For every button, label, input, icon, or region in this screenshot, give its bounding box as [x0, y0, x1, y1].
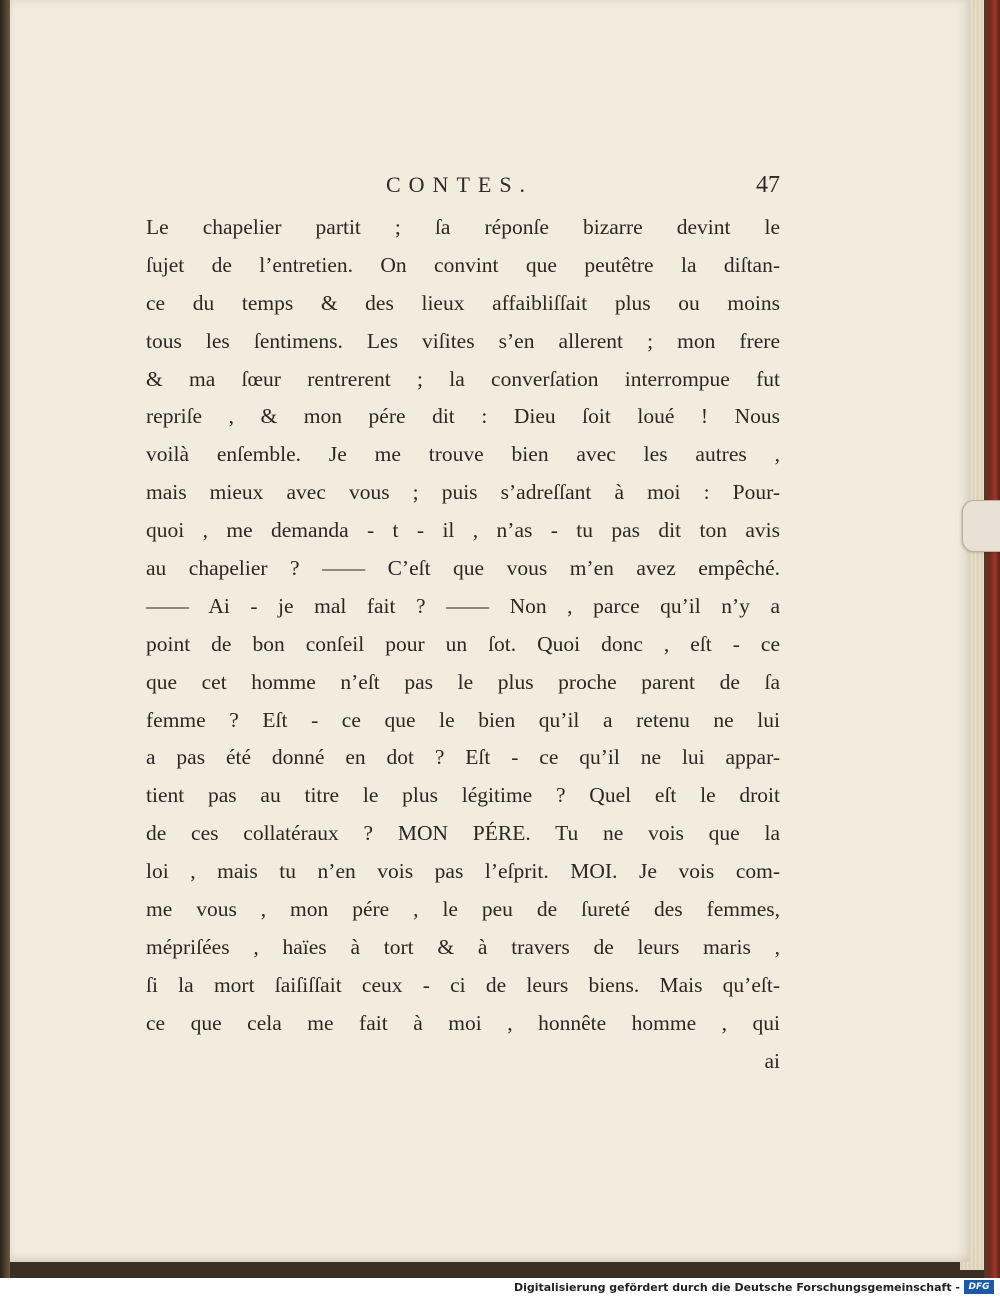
- text-line: de ces collatéraux ? MON PÉRE. Tu ne vois que la: [146, 821, 780, 846]
- text-line: voilà enſemble. Je me trouve bien avec les autres ,: [146, 442, 780, 467]
- text-line: point de bon conſeil pour un ſot. Quoi donc , eſt - ce: [146, 631, 780, 656]
- text-line: repriſe , & mon pére dit : Dieu ſoit loué ! Nous: [146, 404, 780, 429]
- dfg-logo: DFG: [964, 1280, 994, 1294]
- text-line: me vous , mon pére , le peu de ſureté des femmes,: [146, 897, 780, 922]
- text-line: mais mieux avec vous ; puis s’adreſſant à moi : Pour-: [146, 480, 780, 505]
- text-line: Le chapelier partit ; ſa réponſe bizarre devint le: [146, 215, 780, 239]
- text-line: & ma ſœur rentrerent ; la converſation interrompue fut: [146, 366, 780, 391]
- text-line: a pas été donné en dot ? Eſt - ce qu’il ne lui appar-: [146, 745, 780, 770]
- text-line: loi , mais tu n’en vois pas l’eſprit. MOI. Je vois com-: [146, 859, 780, 884]
- running-head: [150, 172, 780, 202]
- text-line: femme ? Eſt - ce que le bien qu’il a retenu ne lui: [146, 707, 780, 732]
- text-line: tous les ſentimens. Les viſites s’en allerent ; mon frere: [146, 328, 780, 353]
- text-line: que cet homme n’eſt pas le plus proche parent de ſa: [146, 669, 780, 694]
- text-line: ſujet de l’entretien. On convint que peutêtre la diſtan-: [146, 252, 780, 277]
- catchword: ai: [764, 1048, 780, 1073]
- text-line: quoi , me demanda - t - il , n’as - tu pas dit ton avis: [146, 518, 780, 543]
- text-line: —— Ai - je mal fait ? —— Non , parce qu’il n’y a: [146, 593, 780, 618]
- book-spine-edge: [0, 0, 10, 1280]
- text-line: ſi la mort ſaiſiſſait ceux - ci de leurs biens. Mais qu’eſt-: [146, 972, 780, 997]
- text-line: au chapelier ? —— C’eſt que vous m’en avez empêché.: [146, 556, 780, 581]
- text-line: tient pas au titre le plus légitime ? Quel eſt le droit: [146, 783, 780, 808]
- bookmark-tab: [962, 500, 1000, 552]
- body-text: [146, 209, 780, 1080]
- text-line: ce que cela me fait à moi , honnête homme , qui: [146, 1010, 780, 1035]
- text-line: mépriſées , haïes à tort & à travers de leurs maris ,: [146, 934, 780, 959]
- book-cover-edge: [984, 0, 1000, 1280]
- running-title: CONTES.: [386, 172, 534, 197]
- footer-credit: Digitalisierung gefördert durch die Deutsche Forschungsgemeinschaft -: [513, 1281, 960, 1294]
- page-number: 47: [756, 172, 780, 198]
- text-line: ce du temps & des lieux affaibliſſait plus ou moins: [146, 290, 780, 315]
